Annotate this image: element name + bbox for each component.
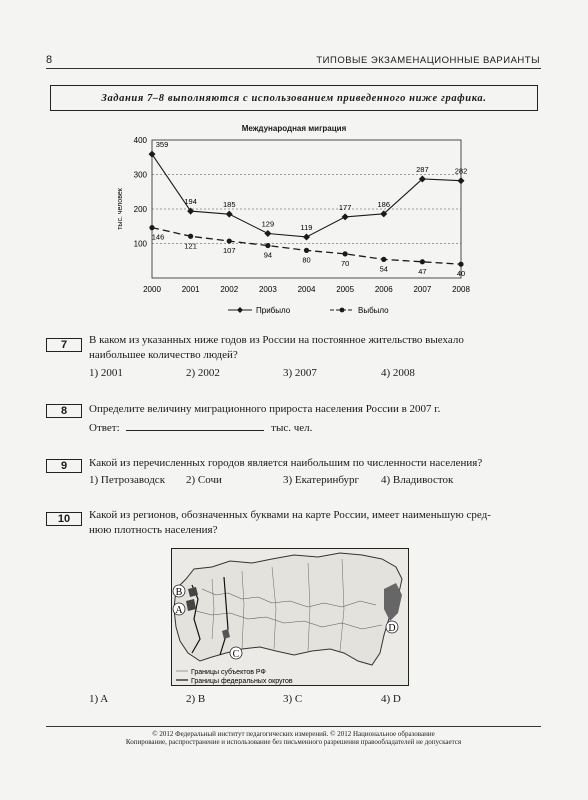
x-tick-label: 2004 <box>297 285 316 294</box>
question-7-option-3[interactable]: 3) 2007 <box>283 367 317 379</box>
footer-copyright: © 2012 Федеральный институт педагогических измерений. © 2012 Национальное образование <box>152 730 435 738</box>
data-label: 194 <box>184 197 197 207</box>
point-marker <box>264 230 271 237</box>
legend-marker <box>340 308 345 313</box>
marker-d: D <box>388 623 396 634</box>
data-label: 70 <box>340 258 350 268</box>
point-marker <box>458 262 463 267</box>
answer-field[interactable] <box>126 421 264 431</box>
point-marker <box>343 251 348 256</box>
question-10-option-4[interactable]: 4) D <box>381 693 401 705</box>
question-9-text: Какой из перечисленных городов является наибольшим по численности населения? <box>89 457 483 469</box>
x-tick-label: 2008 <box>452 285 470 294</box>
point-marker <box>342 213 349 220</box>
question-9-option-2[interactable]: 2) Сочи <box>186 474 222 486</box>
map-drawing <box>172 549 408 685</box>
x-tick-label: 2001 <box>181 285 200 294</box>
data-label: 94 <box>263 250 273 260</box>
question-7-option-1[interactable]: 1) 2001 <box>89 367 123 379</box>
data-label: 47 <box>418 266 427 276</box>
migration-chart <box>0 0 588 330</box>
data-label: 40 <box>456 269 466 279</box>
footer-rule <box>46 726 541 727</box>
x-tick-label: 2005 <box>336 285 355 294</box>
russia-map <box>171 548 409 686</box>
question-7-line-2: наибольшее количество людей? <box>89 349 238 361</box>
data-label: 80 <box>302 255 311 265</box>
page-number: 8 <box>46 54 53 66</box>
data-label: 129 <box>261 219 275 229</box>
question-7-line-1: В каком из указанных ниже годов из России на постоянное жительство выехало <box>89 334 464 346</box>
question-10-number: 10 <box>46 512 82 526</box>
question-7-number: 7 <box>46 338 82 352</box>
question-10-line-1: Какой из регионов, обозначенных буквами на карте России, имеет наименьшую сред- <box>89 509 491 521</box>
running-title: ТИПОВЫЕ ЭКЗАМЕНАЦИОННЫЕ ВАРИАНТЫ <box>316 55 540 66</box>
question-7-option-2[interactable]: 2) 2002 <box>186 367 220 379</box>
task-instruction: Задания 7–8 выполняются с использованием приведенного ниже графика. <box>101 92 487 104</box>
x-tick-label: 2002 <box>220 285 239 294</box>
legend-subjects: Границы субъектов РФ <box>191 669 266 676</box>
question-8-text: Определите величину миграционного прироста населения России в 2007 г. <box>89 403 441 415</box>
russia-outline <box>174 553 402 665</box>
y-tick-label: 400 <box>133 136 147 145</box>
question-9-option-1[interactable]: 1) Петрозаводск <box>89 474 166 486</box>
x-tick-label: 2000 <box>143 285 161 294</box>
question-9-option-3[interactable]: 3) Екатеринбург <box>283 474 360 486</box>
point-marker <box>226 211 233 218</box>
question-10-line-2: нюю плотность населения? <box>89 524 218 536</box>
data-label: 282 <box>454 166 468 176</box>
map-legend <box>176 668 293 685</box>
data-label: 287 <box>416 164 429 174</box>
marker-a: A <box>175 605 183 616</box>
question-10-option-2[interactable]: 2) B <box>186 693 206 705</box>
data-label: 119 <box>300 222 313 232</box>
question-9-option-4[interactable]: 4) Владивосток <box>381 474 454 486</box>
question-9-number: 9 <box>46 459 82 473</box>
point-marker <box>265 243 270 248</box>
y-tick-label: 300 <box>133 170 147 180</box>
question-10-text <box>89 508 541 538</box>
point-marker <box>420 259 425 264</box>
data-label: 185 <box>222 200 236 210</box>
point-marker <box>149 151 156 158</box>
point-marker <box>149 225 154 230</box>
data-label: 107 <box>222 246 236 256</box>
point-marker <box>187 208 194 215</box>
point-marker <box>304 248 309 253</box>
point-marker <box>303 233 310 240</box>
marker-b: B <box>175 587 183 598</box>
data-label: 359 <box>155 140 169 150</box>
point-marker <box>227 238 232 243</box>
answer-unit: тыс. чел. <box>271 422 313 434</box>
data-label: 186 <box>377 199 391 209</box>
point-marker <box>458 177 465 184</box>
y-axis-label: тыс. человек <box>117 188 124 230</box>
question-10-option-1[interactable]: 1) A <box>89 693 109 705</box>
question-7-text <box>89 333 541 363</box>
data-label: 121 <box>184 241 197 251</box>
question-7-option-4[interactable]: 4) 2008 <box>381 367 415 379</box>
point-marker <box>188 234 193 239</box>
data-label: 177 <box>338 202 352 212</box>
legend-districts: Границы федеральных округов <box>191 678 293 685</box>
footer-notice: Копирование, распространение и использование без письменного разрешения правообладателей не допускается <box>125 738 462 746</box>
answer-label: Ответ: <box>89 422 120 434</box>
legend-label: Выбыло <box>358 306 389 315</box>
marker-c: C <box>232 649 240 660</box>
point-marker <box>381 257 386 262</box>
data-label: 54 <box>379 264 388 274</box>
x-tick-label: 2003 <box>258 285 277 294</box>
chart-title: Международная миграция <box>241 124 347 133</box>
y-tick-label: 100 <box>133 239 147 249</box>
question-8-answer-row <box>89 421 312 434</box>
x-tick-label: 2007 <box>413 285 432 294</box>
data-label: 146 <box>151 232 165 242</box>
legend-marker <box>237 307 243 313</box>
y-tick-label: 200 <box>133 205 147 214</box>
legend-label: Прибыло <box>256 306 291 315</box>
x-tick-label: 2006 <box>374 285 393 294</box>
question-10-option-3[interactable]: 3) C <box>283 693 303 705</box>
question-8-number: 8 <box>46 404 82 418</box>
